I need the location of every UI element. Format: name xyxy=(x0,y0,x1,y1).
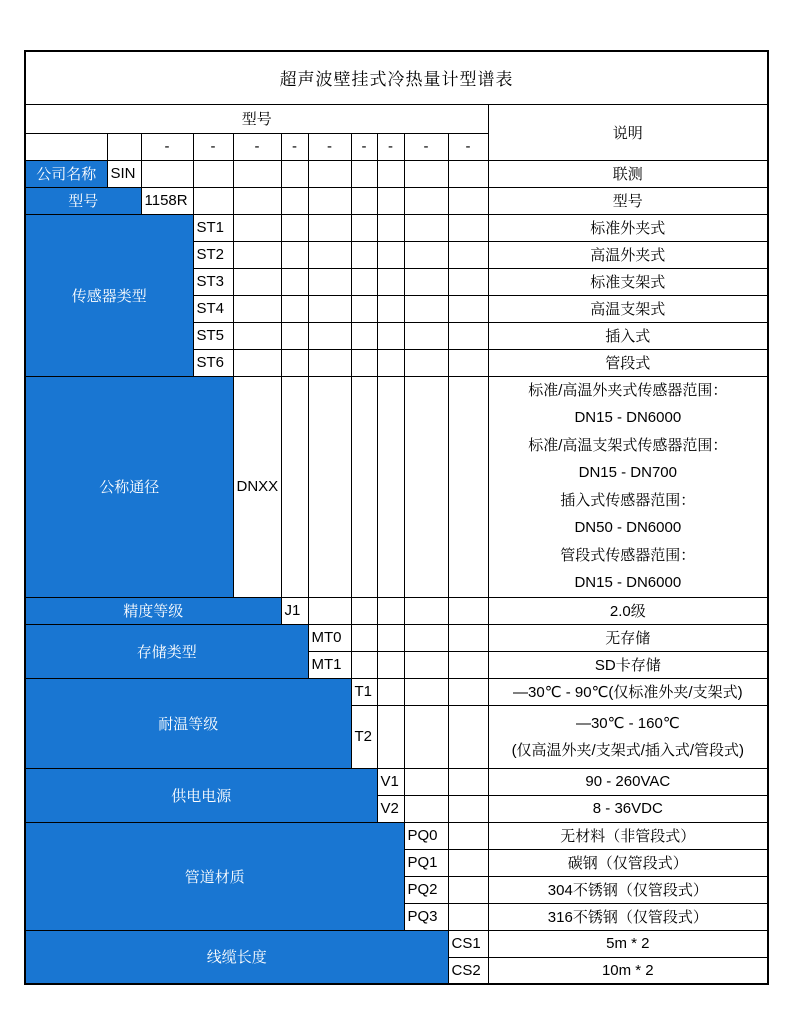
empty-cell xyxy=(404,795,448,822)
empty-cell xyxy=(448,795,488,822)
desc-cell-pq2: 304不锈钢（仅管段式） xyxy=(488,876,768,903)
empty-cell xyxy=(351,376,377,597)
empty-cell xyxy=(141,160,193,187)
empty-cell xyxy=(448,849,488,876)
empty-cell xyxy=(448,376,488,597)
model-separator-cell: - xyxy=(404,133,448,160)
code-cell-st3: ST3 xyxy=(193,268,233,295)
model-separator-cell: - xyxy=(351,133,377,160)
empty-cell xyxy=(377,214,404,241)
desc-cell-v2: 8 - 36VDC xyxy=(488,795,768,822)
code-cell-st2: ST2 xyxy=(193,241,233,268)
empty-cell xyxy=(308,597,351,624)
empty-cell xyxy=(448,768,488,795)
empty-cell xyxy=(281,376,308,597)
empty-cell xyxy=(377,651,404,678)
desc-line: DN15 - DN6000 xyxy=(574,409,682,426)
code-cell-t2: T2 xyxy=(351,705,377,768)
section-label-storage: 存储类型 xyxy=(25,624,308,678)
desc-cell-st3: 标准支架式 xyxy=(488,268,768,295)
empty-cell xyxy=(448,651,488,678)
empty-cell xyxy=(404,268,448,295)
desc-cell-pq1: 碳钢（仅管段式） xyxy=(488,849,768,876)
empty-cell xyxy=(448,876,488,903)
model-separator-cell: - xyxy=(448,133,488,160)
section-label-sensor-type: 传感器类型 xyxy=(25,214,193,376)
code-cell-pq2: PQ2 xyxy=(404,876,448,903)
model-separator-cell: - xyxy=(377,133,404,160)
empty-cell xyxy=(281,187,308,214)
empty-cell xyxy=(377,160,404,187)
empty-cell xyxy=(308,268,351,295)
code-cell-st5: ST5 xyxy=(193,322,233,349)
code-cell-t1: T1 xyxy=(351,678,377,705)
empty-cell xyxy=(377,187,404,214)
empty-cell xyxy=(281,214,308,241)
section-label-company: 公司名称 xyxy=(25,160,107,187)
desc-cell-model: 型号 xyxy=(488,187,768,214)
desc-cell-st2: 高温外夹式 xyxy=(488,241,768,268)
empty-cell xyxy=(448,349,488,376)
empty-cell xyxy=(404,624,448,651)
desc-line: 标准/高温外夹式传感器范围： xyxy=(528,381,728,399)
section-label-accuracy: 精度等级 xyxy=(25,597,281,624)
empty-cell xyxy=(448,322,488,349)
empty-cell xyxy=(448,241,488,268)
empty-cell xyxy=(281,241,308,268)
empty-cell xyxy=(377,268,404,295)
empty-cell xyxy=(351,214,377,241)
model-separator-cell: - xyxy=(308,133,351,160)
empty-cell xyxy=(448,295,488,322)
desc-line: —30℃ - 160℃ xyxy=(575,714,680,732)
empty-cell xyxy=(25,133,107,160)
code-cell-v2: V2 xyxy=(377,795,404,822)
section-label-temperature: 耐温等级 xyxy=(25,678,351,768)
code-cell-st1: ST1 xyxy=(193,214,233,241)
desc-line: DN15 - DN6000 xyxy=(574,574,682,591)
desc-line: 标准/高温支架式传感器范围： xyxy=(528,436,728,454)
desc-cell-v1: 90 - 260VAC xyxy=(488,768,768,795)
code-cell-1158r: 1158R xyxy=(141,187,193,214)
empty-cell xyxy=(404,376,448,597)
empty-cell xyxy=(107,133,141,160)
empty-cell xyxy=(233,214,281,241)
empty-cell xyxy=(448,214,488,241)
empty-cell xyxy=(281,268,308,295)
empty-cell xyxy=(448,624,488,651)
empty-cell xyxy=(377,624,404,651)
empty-cell xyxy=(404,241,448,268)
desc-cell-st5: 插入式 xyxy=(488,322,768,349)
empty-cell xyxy=(351,624,377,651)
table-title: 超声波壁挂式冷热量计型谱表 xyxy=(25,51,768,104)
desc-cell-cs2: 10m * 2 xyxy=(488,957,768,984)
empty-cell xyxy=(281,295,308,322)
desc-cell-st6: 管段式 xyxy=(488,349,768,376)
empty-cell xyxy=(448,597,488,624)
empty-cell xyxy=(377,349,404,376)
empty-cell xyxy=(233,349,281,376)
code-cell-st6: ST6 xyxy=(193,349,233,376)
empty-cell xyxy=(404,295,448,322)
desc-cell-company: 联测 xyxy=(488,160,768,187)
empty-cell xyxy=(233,241,281,268)
empty-cell xyxy=(308,187,351,214)
empty-cell xyxy=(233,295,281,322)
section-label-power: 供电电源 xyxy=(25,768,377,822)
code-cell-pq3: PQ3 xyxy=(404,903,448,930)
empty-cell xyxy=(377,597,404,624)
empty-cell xyxy=(377,295,404,322)
code-cell-sin: SIN xyxy=(107,160,141,187)
desc-line: (仅高温外夹/支架式/插入式/管段式) xyxy=(511,741,745,759)
section-label-pipe-material: 管道材质 xyxy=(25,822,404,930)
code-cell-dnxx: DNXX xyxy=(233,376,281,597)
desc-cell-t2 xyxy=(488,705,768,768)
empty-cell xyxy=(448,160,488,187)
code-cell-cs1: CS1 xyxy=(448,930,488,957)
desc-cell-accuracy: 2.0级 xyxy=(488,597,768,624)
empty-cell xyxy=(404,322,448,349)
empty-cell xyxy=(448,903,488,930)
empty-cell xyxy=(308,376,351,597)
empty-cell xyxy=(351,651,377,678)
empty-cell xyxy=(351,160,377,187)
model-separator-cell: - xyxy=(193,133,233,160)
empty-cell xyxy=(377,322,404,349)
code-cell-mt1: MT1 xyxy=(308,651,351,678)
empty-cell xyxy=(351,322,377,349)
model-code-header: 型号 xyxy=(25,104,488,133)
empty-cell xyxy=(308,322,351,349)
empty-cell xyxy=(448,822,488,849)
empty-cell xyxy=(351,187,377,214)
empty-cell xyxy=(193,187,233,214)
section-label-nominal-diameter: 公称通径 xyxy=(25,376,233,597)
empty-cell xyxy=(351,268,377,295)
empty-cell xyxy=(281,322,308,349)
model-separator-cell: - xyxy=(233,133,281,160)
empty-cell xyxy=(404,597,448,624)
code-cell-pq1: PQ1 xyxy=(404,849,448,876)
empty-cell xyxy=(404,705,448,768)
desc-line: 管段式传感器范围： xyxy=(560,546,696,564)
desc-cell-nominal-diameter xyxy=(488,376,768,597)
section-label-cable-length: 线缆长度 xyxy=(25,930,448,984)
empty-cell xyxy=(308,214,351,241)
empty-cell xyxy=(404,768,448,795)
empty-cell xyxy=(233,187,281,214)
desc-cell-st4: 高温支架式 xyxy=(488,295,768,322)
desc-cell-mt1: SD卡存储 xyxy=(488,651,768,678)
model-spec-table xyxy=(24,50,769,985)
code-cell-j1: J1 xyxy=(281,597,308,624)
desc-cell-t1: —30℃ - 90℃(仅标准外夹/支架式) xyxy=(488,678,768,705)
empty-cell xyxy=(377,376,404,597)
empty-cell xyxy=(404,214,448,241)
desc-line: DN50 - DN6000 xyxy=(574,519,682,536)
code-cell-cs2: CS2 xyxy=(448,957,488,984)
code-cell-v1: V1 xyxy=(377,768,404,795)
empty-cell xyxy=(404,349,448,376)
code-cell-mt0: MT0 xyxy=(308,624,351,651)
desc-cell-st1: 标准外夹式 xyxy=(488,214,768,241)
code-cell-pq0: PQ0 xyxy=(404,822,448,849)
desc-cell-pq0: 无材料（非管段式） xyxy=(488,822,768,849)
empty-cell xyxy=(377,678,404,705)
empty-cell xyxy=(281,160,308,187)
desc-cell-cs1: 5m * 2 xyxy=(488,930,768,957)
section-label-model: 型号 xyxy=(25,187,141,214)
model-separator-cell: - xyxy=(141,133,193,160)
empty-cell xyxy=(281,349,308,376)
desc-line: 插入式传感器范围： xyxy=(560,491,696,509)
empty-cell xyxy=(448,705,488,768)
empty-cell xyxy=(404,160,448,187)
empty-cell xyxy=(233,160,281,187)
description-header: 说明 xyxy=(488,104,768,160)
empty-cell xyxy=(351,241,377,268)
empty-cell xyxy=(233,268,281,295)
code-cell-st4: ST4 xyxy=(193,295,233,322)
empty-cell xyxy=(308,241,351,268)
empty-cell xyxy=(404,678,448,705)
empty-cell xyxy=(351,295,377,322)
empty-cell xyxy=(404,187,448,214)
desc-cell-mt0: 无存储 xyxy=(488,624,768,651)
empty-cell xyxy=(308,295,351,322)
desc-line: DN15 - DN700 xyxy=(578,464,677,481)
desc-cell-pq3: 316不锈钢（仅管段式） xyxy=(488,903,768,930)
empty-cell xyxy=(404,651,448,678)
empty-cell xyxy=(351,349,377,376)
empty-cell xyxy=(308,349,351,376)
empty-cell xyxy=(308,160,351,187)
empty-cell xyxy=(377,241,404,268)
model-separator-cell: - xyxy=(281,133,308,160)
empty-cell xyxy=(233,322,281,349)
empty-cell xyxy=(351,597,377,624)
empty-cell xyxy=(193,160,233,187)
empty-cell xyxy=(448,268,488,295)
empty-cell xyxy=(448,678,488,705)
empty-cell xyxy=(448,187,488,214)
empty-cell xyxy=(377,705,404,768)
